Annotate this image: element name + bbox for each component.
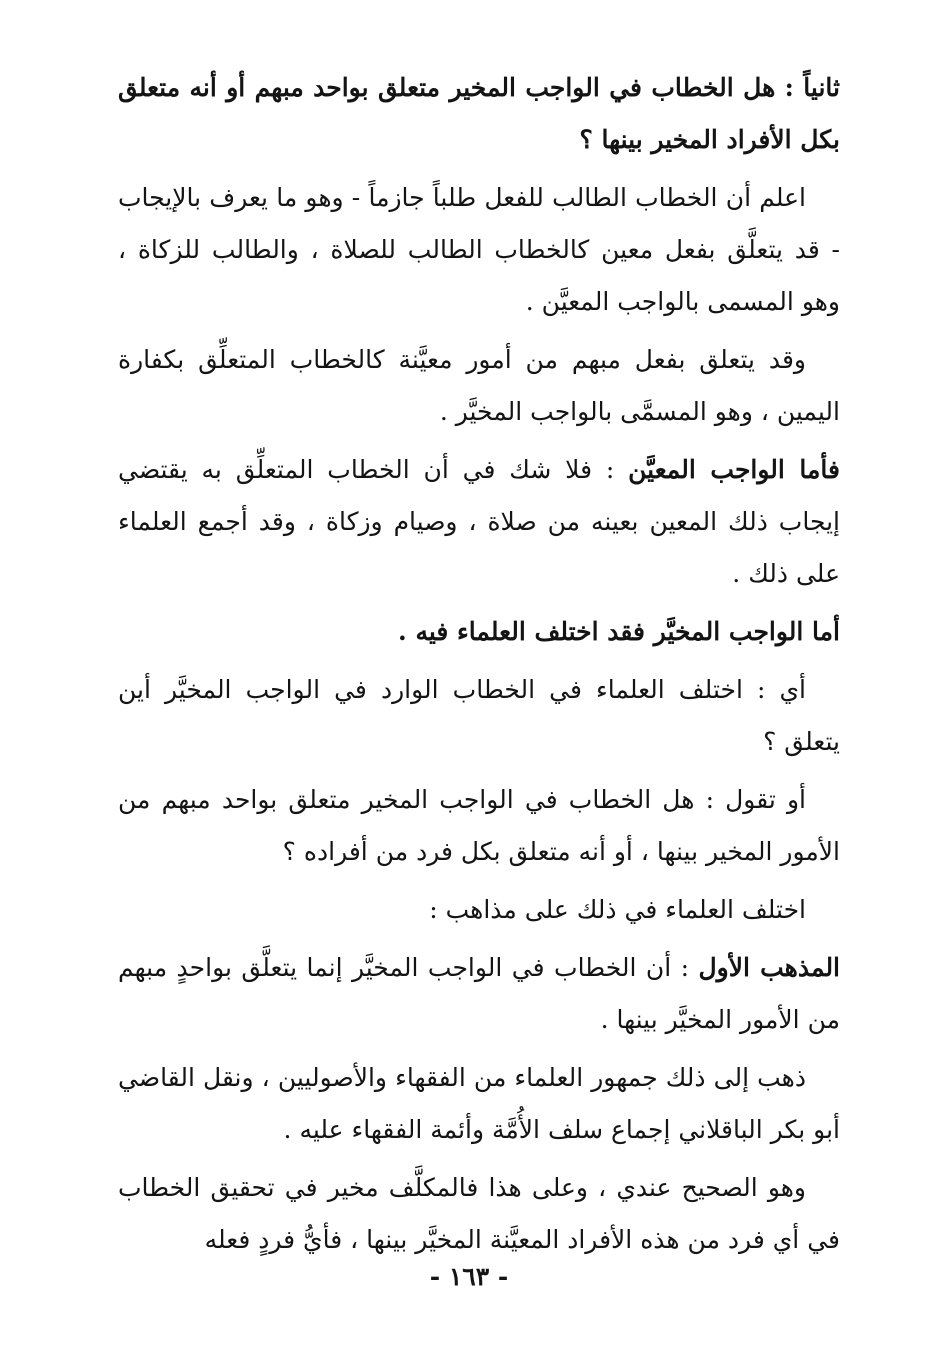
- paragraph-muayyan: [118, 444, 840, 600]
- paragraph-definition-ijab: اعلم أن الخطاب الطالب للفعل طلباً جازماً - وهو ما يعرف بالإيجاب - قد يتعلَّق بفعل معين كالخطاب الطالب للصلاة ، والطالب للزكاة ، وهو المسمى بالواجب المعيَّن .: [118, 183, 840, 316]
- paragraph-first-madhhab: [118, 942, 840, 1046]
- paragraph-madhahib-intro: اختلف العلماء في ذلك على مذاهب :: [429, 895, 806, 924]
- paragraph-alternative-question: أو تقول : هل الخطاب في الواجب المخير متعلق بواحد مبهم من الأمور المخير بينها ، أو أنه متعلق بكل فرد من أفراده ؟: [118, 785, 840, 866]
- paragraph-jumhur: ذهب إلى ذلك جمهور العلماء من الفقهاء والأصوليين ، ونقل القاضي أبو بكر الباقلاني إجماع سلف الأُمَّة وأئمة الفقهاء عليه .: [118, 1063, 840, 1144]
- section-heading: ثانياً : هل الخطاب في الواجب المخير متعلق بواحد مبهم أو أنه متعلق بكل الأفراد المخير بينها ؟: [118, 73, 840, 154]
- book-page-text: [118, 62, 840, 1272]
- muayyan-term: فأما الواجب المعيَّن: [628, 455, 840, 484]
- paragraph-author-opinion: وهو الصحيح عندي ، وعلى هذا فالمكلَّف مخير في تحقيق الخطاب في أي فرد من هذه الأفراد المعيَّنة المخيَّر بينها ، فأيُّ فردٍ فعله: [118, 1173, 840, 1254]
- paragraph-mukhayyar-disagreement: أما الواجب المخيَّر فقد اختلف العلماء فيه .: [398, 617, 840, 646]
- muayyan-explanation: : فلا شك في أن الخطاب المتعلِّق به يقتضي إيجاب ذلك المعين بعينه من صلاة ، وصيام وزكاة ، وقد أجمع العلماء على ذلك .: [118, 455, 840, 588]
- first-madhhab-text: : أن الخطاب في الواجب المخيَّر إنما يتعلَّق بواحدٍ مبهم من الأمور المخيَّر بينها .: [118, 953, 840, 1034]
- first-madhhab-title: المذهب الأول: [698, 953, 841, 982]
- page-number: - ١٦٣ -: [429, 1262, 509, 1291]
- paragraph-question-explanation: أي : اختلف العلماء في الخطاب الوارد في الواجب المخيَّر أين يتعلق ؟: [118, 675, 840, 756]
- paragraph-mukhayyar-definition: وقد يتعلق بفعل مبهم من أمور معيَّنة كالخطاب المتعلِّق بكفارة اليمين ، وهو المسمَّى بالواجب المخيَّر .: [118, 345, 840, 426]
